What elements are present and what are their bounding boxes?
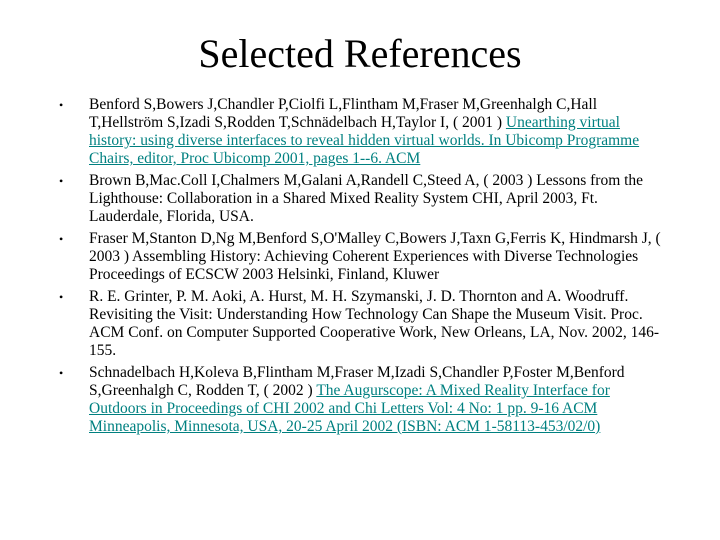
slide-title: Selected References bbox=[198, 31, 522, 76]
reference-link[interactable]: Unearthing virtual history: using diverse interfaces to reveal hidden virtual worlds. In Ubicomp Programme Chairs, editor, Proc Ubicomp 2001, pages 1--6. ACM bbox=[89, 114, 640, 167]
reference-item bbox=[55, 96, 665, 168]
reference-text: Brown B,Mac.Coll I,Chalmers M,Galani A,Randell C,Steed A, ( 2003 ) Lessons from the Lighthouse: Collaboration in a Shared Mixed Reality System CHI, April 2003, Ft. Lauderdale, Florida, USA. bbox=[89, 172, 644, 225]
bullet-icon: • bbox=[59, 290, 64, 304]
reference-item bbox=[55, 364, 665, 436]
reference-link[interactable]: The Augurscope: A Mixed Reality Interface for Outdoors in Proceedings of CHI 2002 and Chi Letters Vol: 4 No: 1 pp. 9-16 ACM Minneapolis, Minnesota, USA, 20-25 April 2002 (ISBN: ACM 1-58113-453/02/0) bbox=[89, 382, 610, 435]
reference-item bbox=[55, 172, 665, 226]
reference-text: Schnadelbach H,Koleva B,Flintham M,Fraser M,Izadi S,Chandler P,Foster M,Benford S,Greenhalgh C, Rodden T, ( 2002 ) bbox=[89, 364, 625, 399]
reference-text: Fraser M,Stanton D,Ng M,Benford S,O'Malley C,Bowers J,Taxn G,Ferris K, Hindmarsh J, ( 2003 ) Assembling History: Achieving Coherent Experiences with Diverse Technologies Proceedings of ECSCW 2003 Helsinki, Finland, Kluwer bbox=[89, 230, 661, 283]
bullet-icon: • bbox=[59, 98, 64, 112]
reference-item bbox=[55, 230, 665, 284]
bullet-icon: • bbox=[59, 232, 64, 246]
reference-item bbox=[55, 288, 665, 360]
reference-text: Benford S,Bowers J,Chandler P,Ciolfi L,Flintham M,Fraser M,Greenhalgh C,Hall T,Hellström S,Izadi S,Rodden T,Schnädelbach H,Taylor I, ( 2001 ) bbox=[89, 96, 598, 131]
bullet-icon: • bbox=[59, 174, 64, 188]
bullet-icon: • bbox=[59, 366, 64, 380]
reference-list bbox=[55, 96, 665, 440]
reference-text: R. E. Grinter, P. M. Aoki, A. Hurst, M. H. Szymanski, J. D. Thornton and A. Woodruff. Revisiting the Visit: Understanding How Technology Can Shape the Museum Visit. Proc. ACM Conf. on Computer Supported Cooperative Work, New Orleans, LA, Nov. 2002, 146-155. bbox=[89, 288, 660, 359]
